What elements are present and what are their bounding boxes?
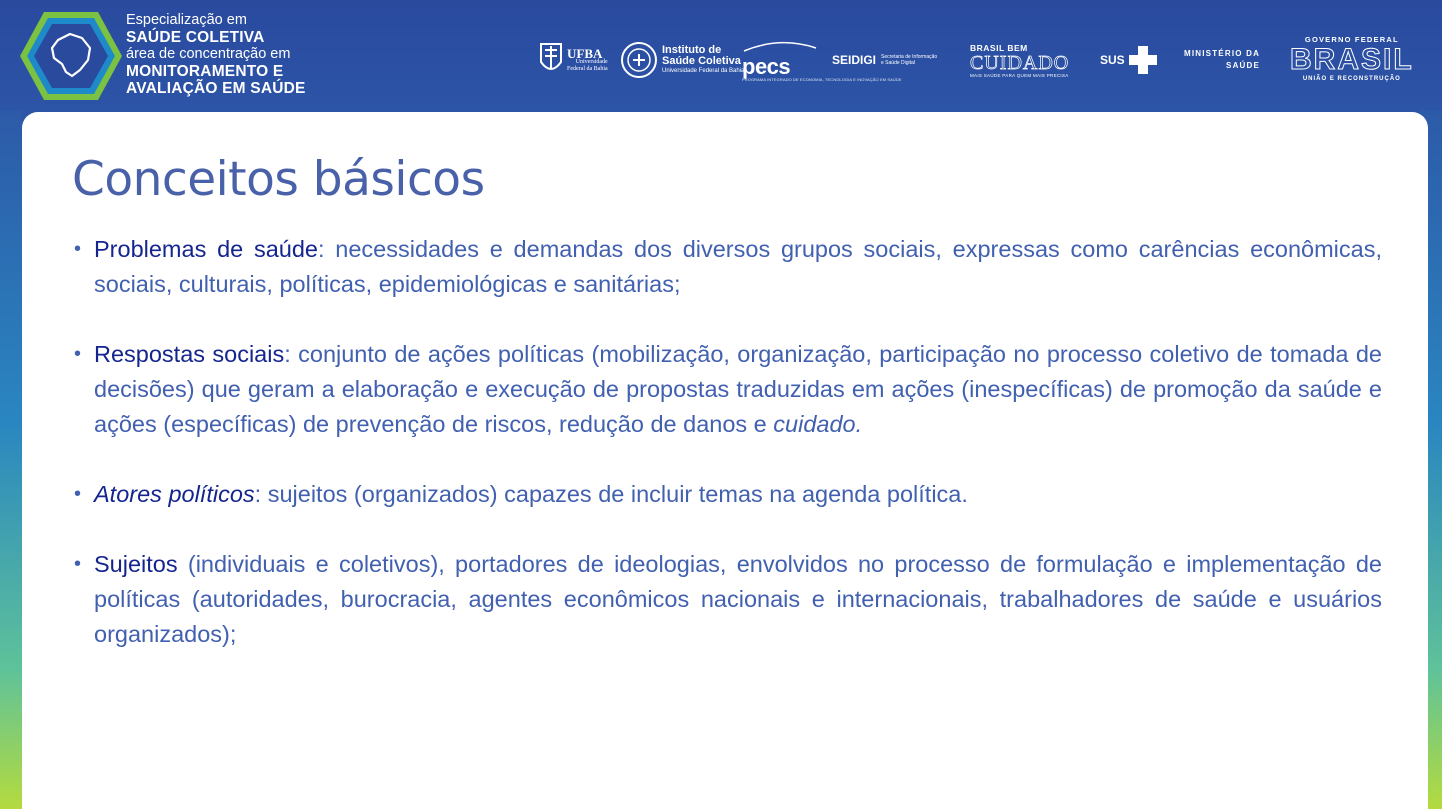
item-text: : sujeitos (organizados) capazes de incluir temas na agenda política. [254, 481, 968, 507]
item-text-tail: cuidado. [773, 411, 863, 437]
list-item [72, 337, 1382, 442]
bullet: • [74, 343, 82, 365]
ufba-logo [538, 30, 608, 90]
slide-title: Conceitos básicos [72, 152, 485, 207]
list-item [72, 477, 1382, 512]
item-text: (individuais e coletivos), portadores de ideologias, envolvidos no processo de formulação e implementação de políticas (autoridades, burocracia, agentes econômicos nacionais e internacionais, trabalhadores de saúde e usuários organizados); [94, 551, 1382, 647]
ufba-sub-2: Federal da Bahia [567, 65, 608, 72]
item-term: Sujeitos [94, 551, 178, 577]
ministerio-saude-logo [1184, 30, 1260, 90]
course-title [126, 12, 306, 97]
ufba-crest-icon [538, 40, 564, 80]
list-item [72, 232, 1382, 302]
bem-sub: MAIS SAÚDE PARA QUEM MAIS PRECISA [970, 72, 1069, 78]
item-term: Respostas sociais [94, 341, 285, 367]
pecs-sub: PROGRAMA INTEGRADO DE ECONOMIA, TECNOLOGIA E INOVAÇÃO EM SAÚDE [742, 76, 902, 82]
sus-name: SUS [1100, 53, 1125, 67]
course-title-line-5: AVALIAÇÃO EM SAÚDE [126, 80, 306, 97]
bullet: • [74, 238, 82, 260]
partner-logos [538, 30, 1422, 96]
brasil-bem-cuidado-logo [970, 30, 1069, 90]
ministerio-line-1: MINISTÉRIO DA [1184, 49, 1261, 58]
seidigi-logo [832, 30, 941, 90]
governo-sub: UNIÃO E RECONSTRUÇÃO [1302, 75, 1401, 82]
bullet: • [74, 553, 82, 575]
bem-top: BRASIL BEM [970, 42, 1028, 53]
isc-name-1: Instituto de [662, 44, 722, 56]
course-hexagon-logo-icon [18, 10, 124, 102]
bullet: • [74, 483, 82, 505]
pecs-name: pecs [742, 53, 791, 79]
concept-list [72, 232, 1382, 687]
governo-top: GOVERNO FEDERAL [1304, 34, 1399, 44]
item-text: : conjunto de ações políticas (mobilização, organização, participação no processo coletivo de tomada de decisões) que geram a elaboração e execução de propostas traduzidas em ações (inespecíficas) de promoção da saúde e ações (específicas) de prevenção de riscos, redução de danos e [94, 341, 1382, 437]
course-title-line-3: área de concentração em [126, 46, 291, 62]
list-item [72, 547, 1382, 652]
course-title-line-4: MONITORAMENTO E [126, 63, 284, 80]
item-term: Problemas de saúde [94, 236, 318, 262]
isc-seal-icon [620, 41, 658, 79]
content-card [22, 112, 1428, 809]
seidigi-sub: Secretaria de Informação e Saúde Digital [881, 54, 938, 66]
ufba-name: UFBA [567, 45, 603, 61]
ufba-sub-1: Universidade [575, 58, 608, 65]
isc-sub: Universidade Federal da Bahia [662, 68, 745, 74]
pecs-arc-icon [742, 40, 818, 52]
seidigi-name: SEIDIGI [832, 53, 877, 67]
isc-logo [620, 30, 744, 90]
ministerio-line-2: SAÚDE [1226, 61, 1261, 70]
bem-main: CUIDADO [970, 51, 1070, 74]
course-title-line-1: Especialização em [126, 12, 247, 28]
sus-cross-icon [1128, 45, 1158, 75]
item-term: Atores políticos [94, 481, 255, 507]
isc-name-2: Saúde Coletiva [662, 55, 741, 67]
item-text: : necessidades e demandas dos diversos grupos sociais, expressas como carências econômicas, sociais, culturais, políticas, epidemiológicas e sanitárias; [94, 236, 1382, 297]
sus-logo [1100, 30, 1158, 90]
governo-federal-logo [1290, 28, 1414, 88]
slide-header [0, 0, 1442, 112]
gradient-edge-left [0, 110, 22, 809]
governo-main: BRASIL [1290, 42, 1414, 76]
course-title-line-2: SAÚDE COLETIVA [126, 29, 265, 46]
